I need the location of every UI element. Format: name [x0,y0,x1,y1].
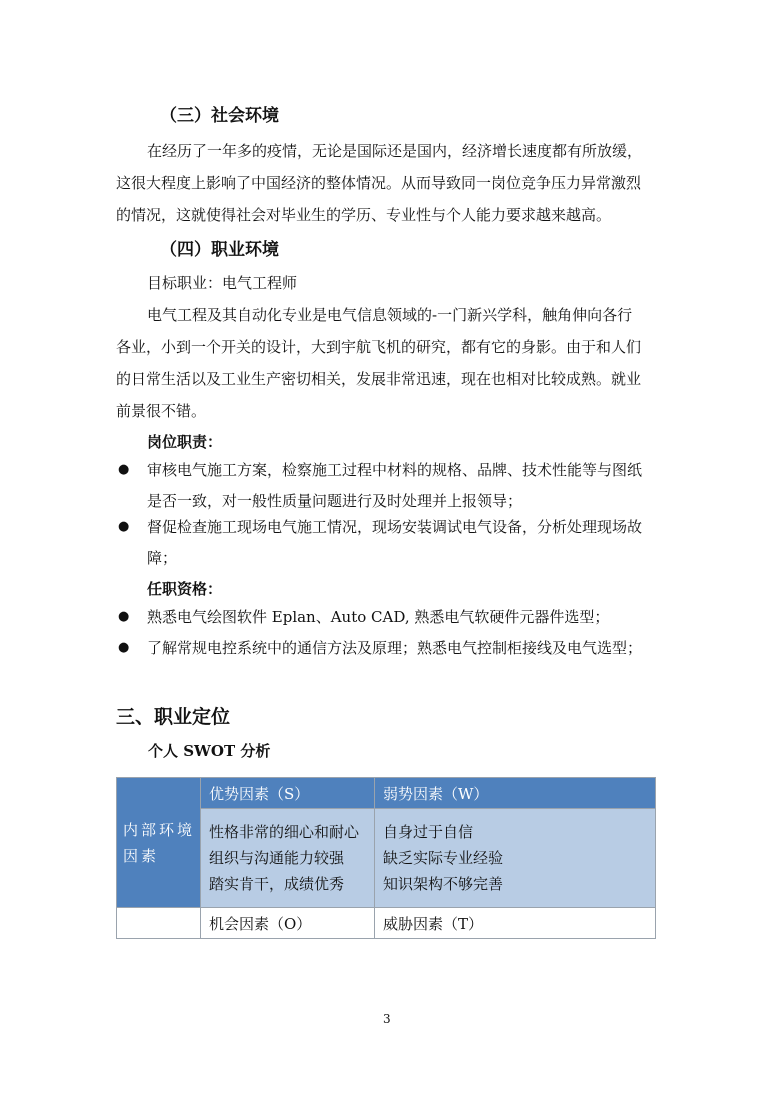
strengths-header: 优势因素（S） [201,778,375,809]
duty-item-line: 督促检查施工现场电气施工情况，现场安装调试电气设备，分析处理现场故 [147,518,643,536]
opportunities-header: 机会因素（O） [201,908,375,939]
external-environment-cell [117,908,201,939]
duty-item-line: 障； [147,549,178,567]
paragraph-line: 电气工程及其自动化专业是电气信息领域的-一门新兴学科，触角伸向各行 [147,306,633,324]
bullet-icon: ● [118,609,130,624]
weaknesses-cell [375,809,656,908]
paragraph-line: 的日常生活以及工业生产密切相关，发展非常迅速，现在也相对比较成熟。就业 [116,370,642,388]
weaknesses-header: 弱势因素（W） [375,778,656,809]
paragraph-line: 前景很不错。 [116,402,207,420]
section-heading-career: （四）职业环境 [160,240,279,260]
swot-table [116,777,656,939]
strengths-cell [201,809,375,908]
strength-item: 踏实肯干，成绩优秀 [209,875,345,893]
threats-header: 威胁因素（T） [375,908,656,939]
bullet-icon: ● [118,640,130,655]
strength-item: 性格非常的细心和耐心 [209,823,360,841]
paragraph-line: 各业，小到一个开关的设计，大到宇航飞机的研究，都有它的身影。由于和人们 [116,338,642,356]
duties-label: 岗位职责： [147,433,223,451]
target-career: 目标职业：电气工程师 [147,274,298,292]
duty-item-line: 审核电气施工方案，检察施工过程中材料的规格、品牌、技术性能等与图纸 [147,461,643,479]
paragraph-line: 这很大程度上影响了中国经济的整体情况。从而导致同一岗位竞争压力异常激烈 [116,174,642,192]
qualifications-label: 任职资格： [147,580,223,598]
section-heading-social: （三）社会环境 [160,106,279,126]
paragraph-line: 的情况，这就使得社会对毕业生的学历、专业性与个人能力要求越来越高。 [116,206,612,224]
weakness-item: 缺乏实际专业经验 [383,849,504,867]
bullet-icon: ● [118,519,130,534]
qualification-item: 熟悉电气绘图软件 Eplan、Auto CAD, 熟悉电气软硬件元器件选型； [147,608,610,626]
internal-environment-label: 内部环境因素 [117,778,201,908]
bullet-icon: ● [118,462,130,477]
paragraph-line: 在经历了一年多的疫情，无论是国际还是国内，经济增长速度都有所放缓， [147,142,643,160]
duty-item-line: 是否一致，对一般性质量问题进行及时处理并上报领导； [147,492,523,510]
weakness-item: 自身过于自信 [383,823,474,841]
page-number: 3 [383,1012,391,1026]
swot-subheading: 个人 SWOT 分析 [148,742,271,760]
qualification-item: 了解常规电控系统中的通信方法及原理；熟悉电气控制柜接线及电气选型； [147,639,643,657]
chapter-heading: 三、职业定位 [116,706,231,728]
weakness-item: 知识架构不够完善 [383,875,504,893]
strength-item: 组织与沟通能力较强 [209,849,345,867]
